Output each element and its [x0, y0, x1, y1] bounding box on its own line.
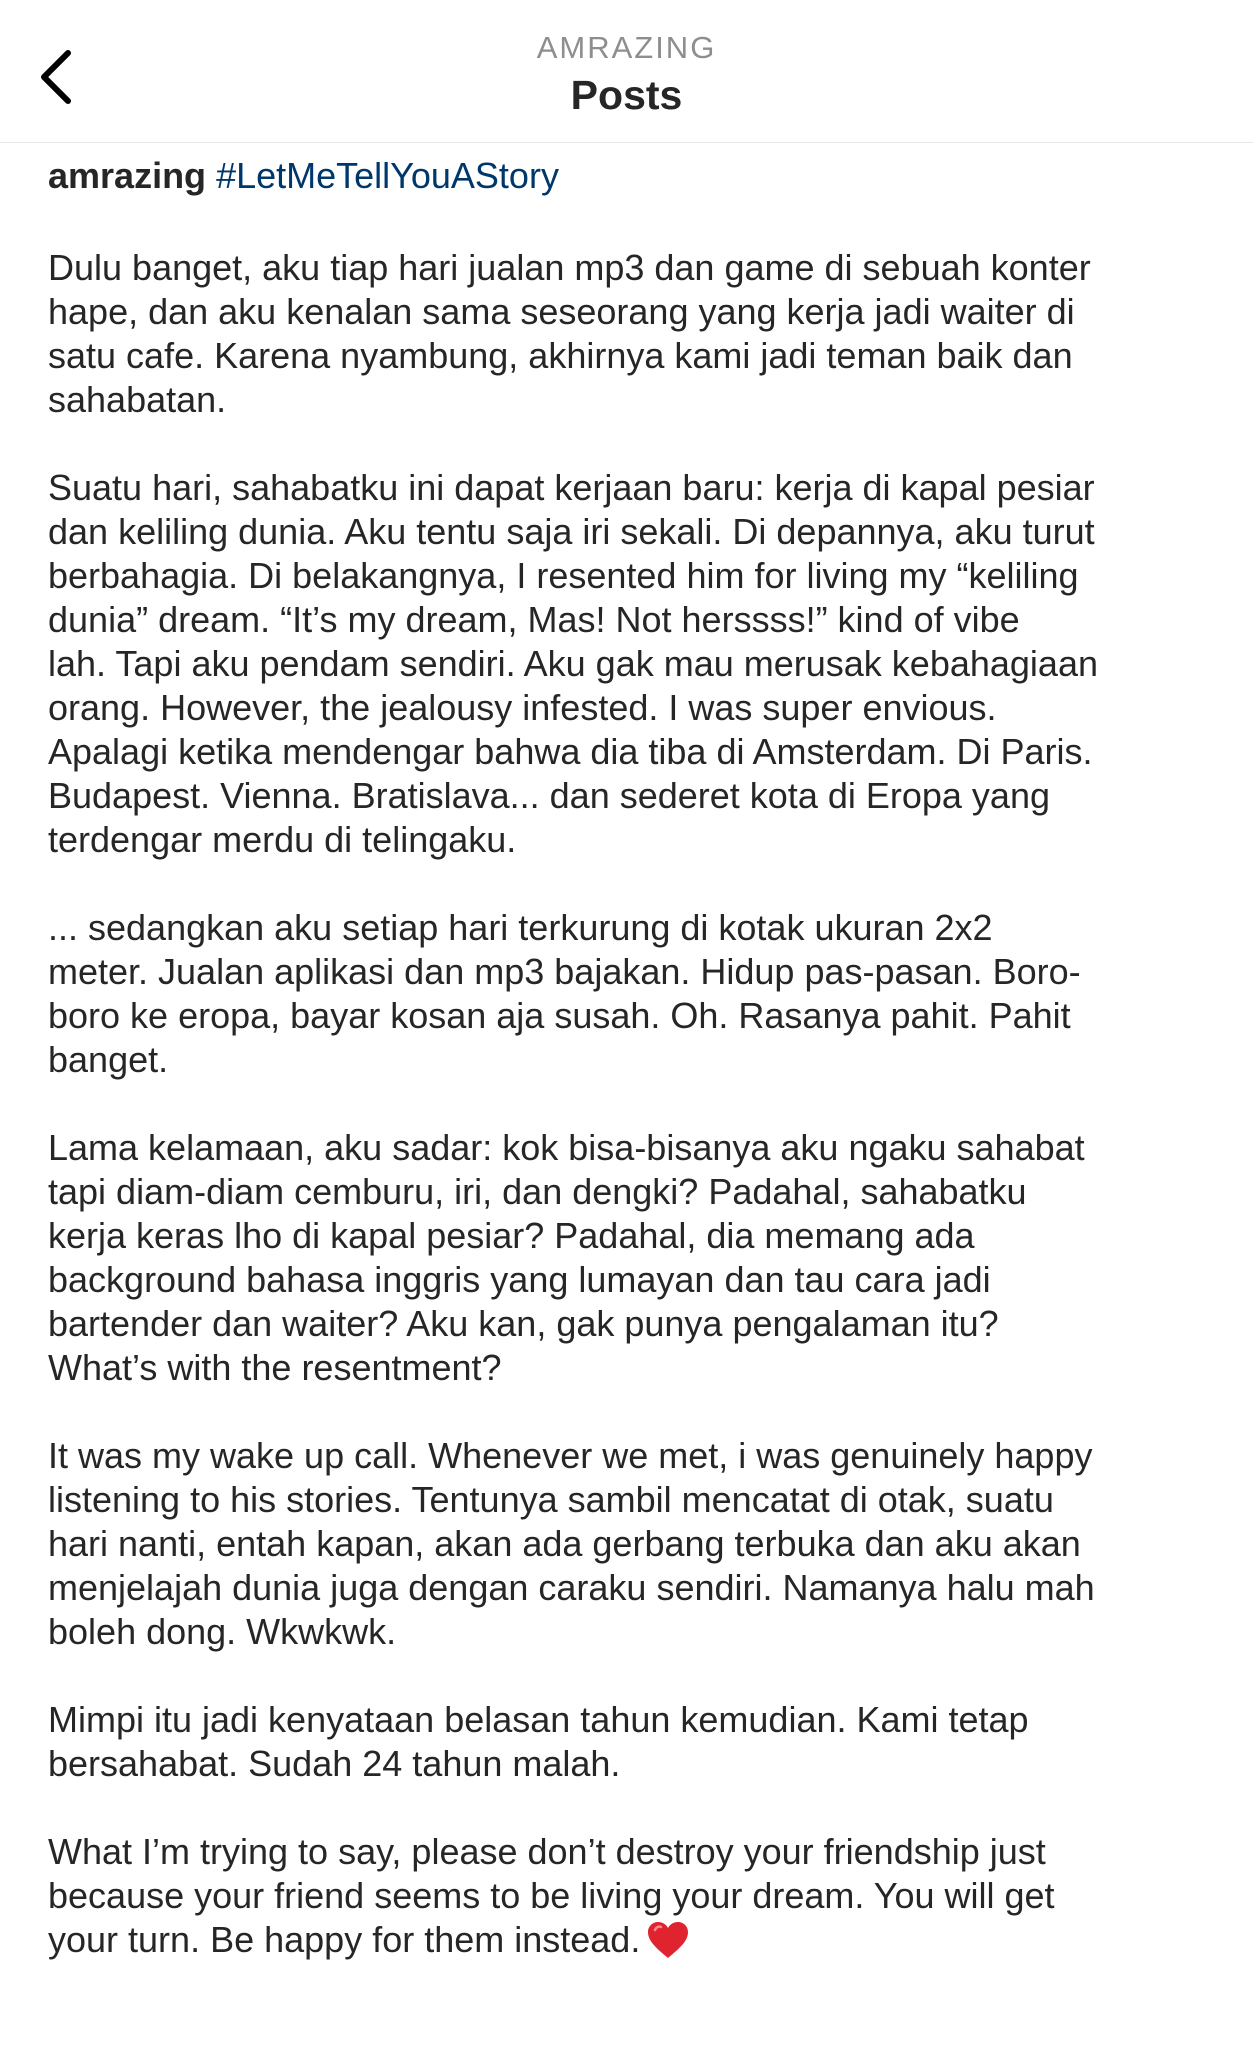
caption-paragraph-last: [48, 1830, 1208, 1970]
hashtag-link[interactable]: #LetMeTellYouAStory: [216, 155, 559, 196]
caption-paragraph: It was my wake up call. Whenever we met, i was genuinely happy listening to his stories. Tentunya sambil mencatat di otak, suatu hari nanti, entah kapan, akan ada gerbang terbuka dan aku akan menjelajah dunia juga dengan caraku sendiri. Namanya halu mah boleh dong. Wkwkwk.: [48, 1435, 1095, 1652]
caption-paragraph: Lama kelamaan, aku sadar: kok bisa-bisanya aku ngaku sahabat tapi diam-diam cemburu, iri, dan dengki? Padahal, sahabatku kerja keras lho di kapal pesiar? Padahal, dia memang ada background bahasa inggris yang lumayan dan tau cara jadi bartender dan waiter? Aku kan, gak punya pengalaman itu? What’s with the resentment?: [48, 1127, 1085, 1388]
caption-paragraph-text: What I’m trying to say, please don’t destroy your friendship just because your friend seems to be living your dream. You will get your turn. Be happy for them instead.: [48, 1831, 1055, 1960]
caption-header: [48, 154, 1208, 198]
page-title: Posts: [570, 72, 683, 118]
caption-paragraph: Suatu hari, sahabatku ini dapat kerjaan baru: kerja di kapal pesiar dan keliling dunia. Aku tentu saja iri sekali. Di depannya, aku turut berbahagia. Di belakangnya, I resented him for living my “keliling dunia” dream. “It’s my dream, Mas! Not herssss!” kind of vibe lah. Tapi aku pendam sendiri. Aku gak mau merusak kebahagiaan orang. However, the jealousy infested. I was super envious. Apalagi ketika mendengar bahwa dia tiba di Amsterdam. Di Paris. Budapest. Vienna. Bratislava... dan sederet kota di Eropa yang terdengar merdu di telingaku.: [48, 467, 1098, 860]
username-link[interactable]: amrazing: [48, 155, 207, 196]
caption-paragraph: Mimpi itu jadi kenyataan belasan tahun kemudian. Kami tetap bersahabat. Sudah 24 tahun malah.: [48, 1699, 1029, 1784]
caption-paragraph: Dulu banget, aku tiap hari jualan mp3 dan game di sebuah konter hape, dan aku kenalan sama seseorang yang kerja jadi waiter di satu cafe. Karena nyambung, akhirnya kami jadi teman baik dan sahabatan.: [48, 247, 1091, 420]
account-name: AMRAZING: [536, 30, 717, 65]
caption-paragraph: ... sedangkan aku setiap hari terkurung di kotak ukuran 2x2 meter. Jualan aplikasi dan mp3 bajakan. Hidup pas-pasan. Boro- boro ke eropa, bayar kosan aja susah. Oh. Rasanya pahit. Pahit banget.: [48, 907, 1081, 1080]
heart-icon: [646, 1920, 690, 1970]
post-caption: [48, 154, 1208, 2014]
top-nav-bar: [0, 0, 1253, 143]
